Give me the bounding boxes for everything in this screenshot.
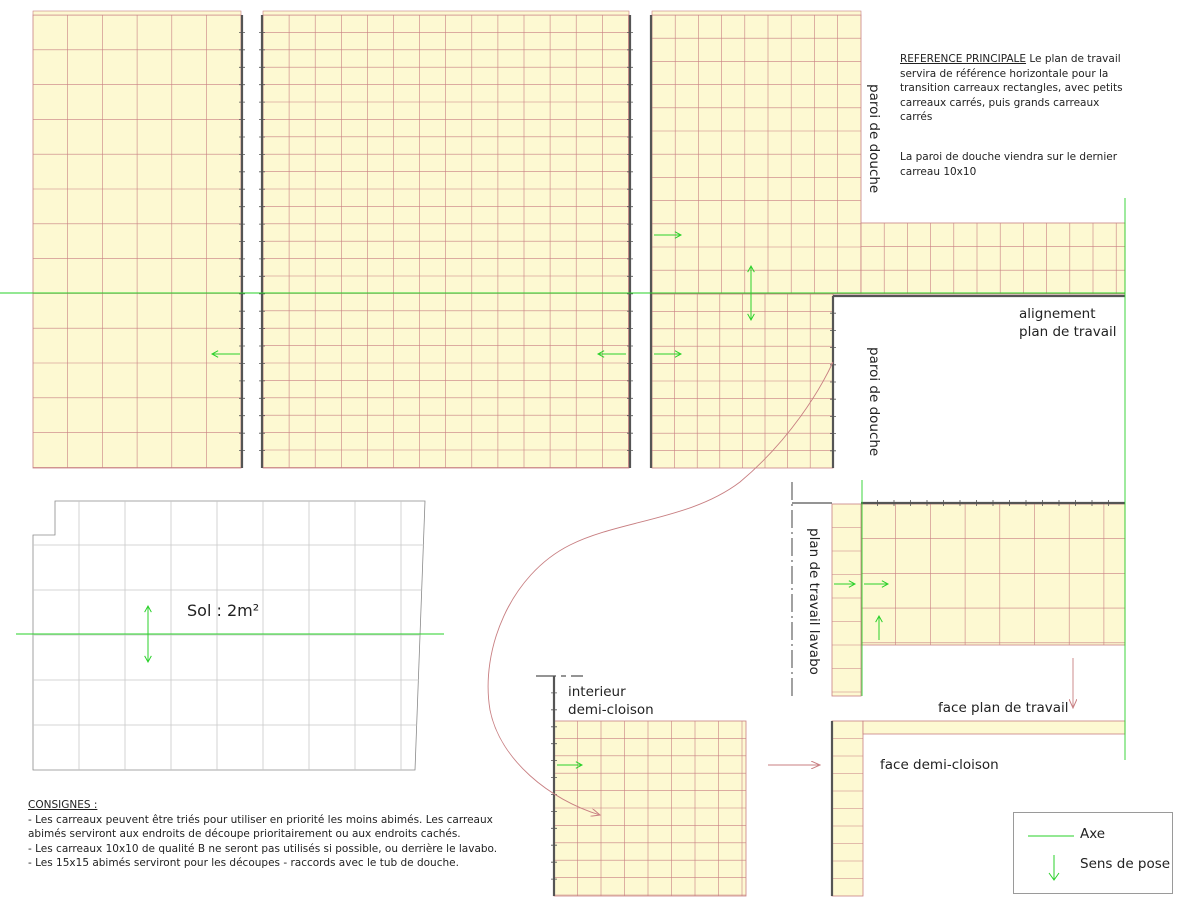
floor-area-label: Sol : 2m² [187, 601, 260, 620]
legend-axis-label: Axe [1080, 826, 1106, 842]
tile-panel-shower-wall-upper [652, 15, 861, 294]
tile-panel-left-wall [33, 15, 241, 468]
top-edge-band [263, 11, 629, 15]
tile-panel-fill [863, 721, 1125, 734]
tile-panel-shower-wall-lower [652, 294, 833, 468]
tile-panel-half-wall-face [832, 721, 863, 896]
reference-note [900, 52, 1132, 125]
floor-plan [33, 501, 425, 770]
down-arrow-icon [1047, 853, 1061, 883]
countertop-alignment-label [1019, 305, 1117, 341]
sink-countertop-label: plan de travail lavabo [806, 528, 822, 675]
floor-outline [33, 501, 425, 770]
tile-panel-sink-wall [861, 504, 1125, 645]
tile-panel-countertop-face [863, 721, 1125, 734]
legend-direction-label: Sens de pose [1080, 856, 1171, 872]
instruction-line: - Les 15x15 abimés serviront pour les découpes - raccords avec le tub de douche. [28, 857, 459, 869]
countertop-alignment-line-1: alignement [1019, 306, 1096, 322]
tile-panel-fill [861, 223, 1125, 294]
top-edge-band [652, 11, 861, 15]
instruction-line: - Les carreaux peuvent être triés pour utiliser en priorité les moins abimés. Les carreaux [28, 813, 493, 826]
axis-swatch-icon [1028, 834, 1074, 838]
countertop-face-label: face plan de travail [938, 700, 1069, 716]
tile-panel-fill [861, 504, 1125, 645]
reference-note-body: Le plan de travail servira de référence horizontale pour la transition carreaux rectangles, avec petits carreaux carrés, puis grands carreaux carrés [900, 53, 1123, 123]
tile-panel-sink-side-strip [832, 504, 861, 696]
half-wall-face-label: face demi-cloison [880, 757, 999, 773]
shower-wall-label-middle: paroi de douche [866, 347, 882, 457]
instructions-title: CONSIGNES : [28, 799, 98, 811]
tile-panel-center-wall [263, 15, 629, 468]
half-wall-interior-line-2: demi-cloison [568, 702, 654, 718]
shower-wall-label-top: paroi de douche [866, 84, 882, 194]
legend-box [1013, 812, 1173, 894]
tile-panel-countertop-backsplash [861, 223, 1125, 294]
half-wall-interior-line-1: interieur [568, 684, 626, 700]
instruction-line: abimés serviront aux endroits de découpe prioritairement ou aux endroits cachés. [28, 828, 461, 840]
countertop-alignment-line-2: plan de travail [1019, 324, 1117, 340]
tile-panel-fill [832, 504, 861, 696]
half-wall-interior-label [568, 683, 654, 719]
top-edge-band [33, 11, 241, 15]
instructions-block [28, 798, 498, 871]
reference-note-heading: REFERENCE PRINCIPALE [900, 53, 1027, 65]
shower-wall-note: La paroi de douche viendra sur le dernier carreau 10x10 [900, 151, 1118, 178]
instruction-line: - Les carreaux 10x10 de qualité B ne seront pas utilisés si possible, ou derrière le lavabo. [28, 842, 498, 855]
